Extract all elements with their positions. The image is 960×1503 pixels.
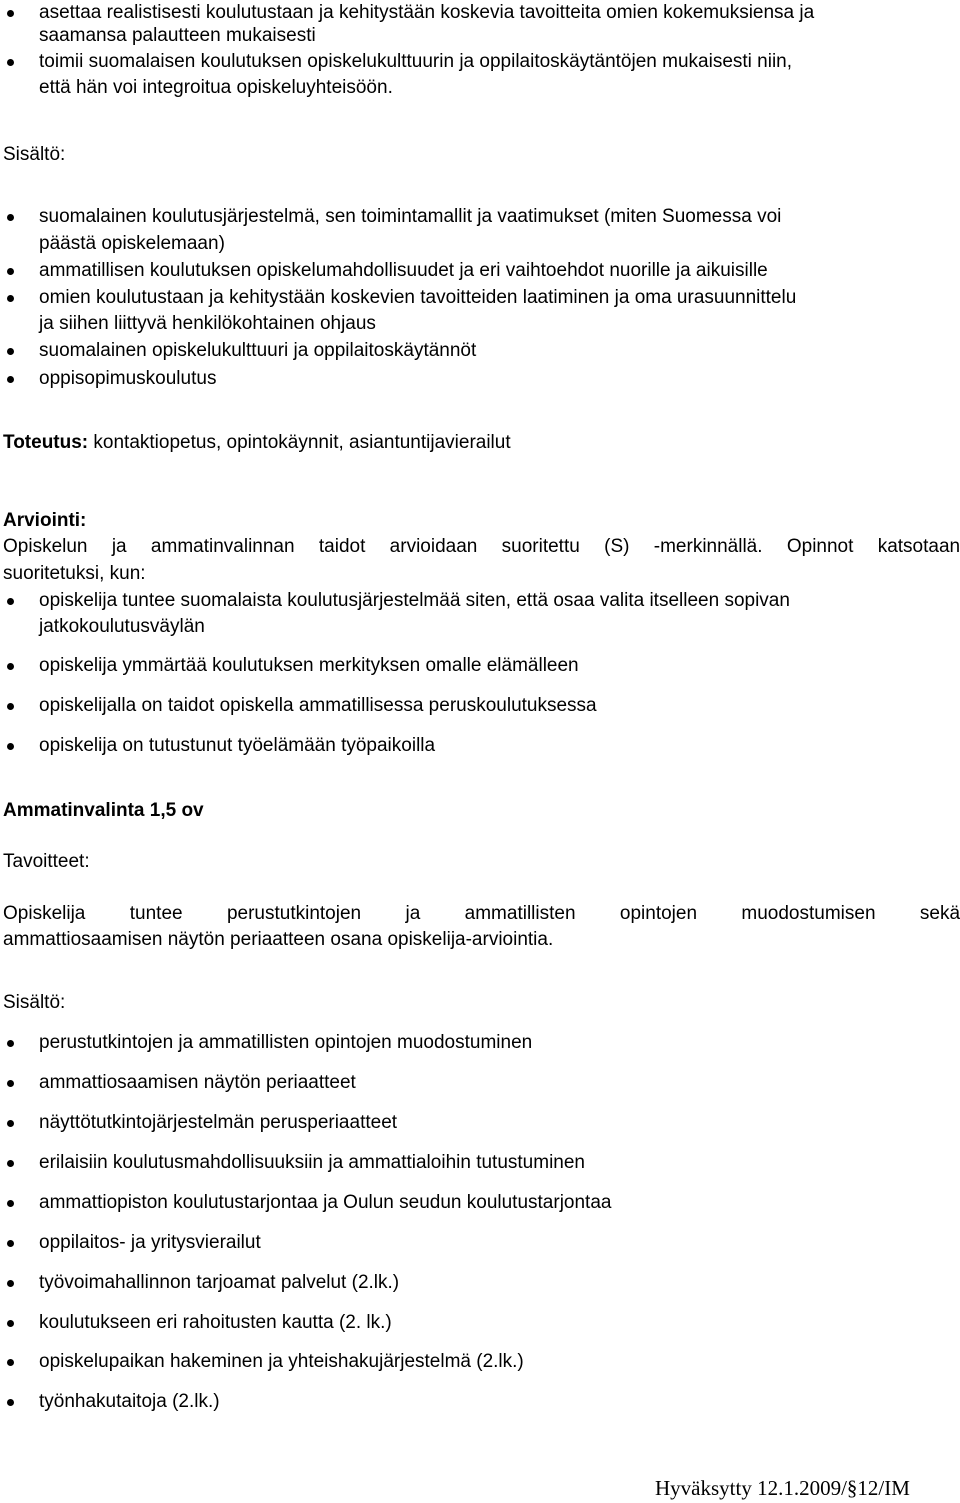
- approval-footer: Hyväksytty 12.1.2009/§12/IM: [655, 1476, 910, 1500]
- goals-text-continuation: ammattiosaamisen näytön periaatteen osana opiskelija-arviointia.: [3, 929, 554, 950]
- word: arvioidaan: [389, 536, 478, 557]
- content-heading: Sisältö:: [3, 992, 66, 1013]
- implementation-text: kontaktiopetus, opintokäynnit, asiantuntijavierailut: [88, 432, 511, 453]
- list-item: erilaisiin koulutusmahdollisuuksiin ja ammattialoihin tutustuminen: [39, 1152, 585, 1173]
- list-item-continuation: että hän voi integroitua opiskeluyhteisöön.: [39, 77, 393, 98]
- bullet-icon: [7, 348, 14, 355]
- bullet-icon: [7, 1080, 14, 1087]
- list-item: toimii suomalaisen koulutuksen opiskelukulttuurin ja oppilaitoskäytäntöjen mukaisesti niin,: [39, 51, 793, 72]
- bullet-icon: [7, 1240, 14, 1247]
- bullet-icon: [7, 703, 14, 710]
- criteria-item: opiskelijalla on taidot opiskella ammatillisessa peruskoulutuksessa: [39, 695, 597, 716]
- word: Opiskelun: [3, 536, 88, 557]
- list-item: koulutukseen eri rahoitusten kautta (2. lk.): [39, 1312, 392, 1333]
- assessment-text: [3, 534, 960, 560]
- word: muodostumisen: [741, 903, 876, 924]
- bullet-icon: [7, 1120, 14, 1127]
- list-item-continuation: saamansa palautteen mukaisesti: [39, 25, 316, 46]
- goals-text: [3, 901, 960, 927]
- word: ja: [405, 903, 421, 924]
- bullet-icon: [7, 598, 14, 605]
- implementation-line: [3, 430, 511, 456]
- content-heading: Sisältö:: [3, 144, 66, 165]
- bullet-icon: [7, 295, 14, 302]
- word: Opiskelija: [3, 903, 86, 924]
- bullet-icon: [7, 59, 14, 66]
- section-title: Ammatinvalinta 1,5 ov: [3, 800, 204, 821]
- list-item: työvoimahallinnon tarjoamat palvelut (2.lk.): [39, 1272, 400, 1293]
- word: opintojen: [619, 903, 698, 924]
- list-item: ammattiosaamisen näytön periaatteet: [39, 1072, 356, 1093]
- word: ja: [111, 536, 127, 557]
- list-item: oppisopimuskoulutus: [39, 368, 217, 389]
- bullet-icon: [7, 1200, 14, 1207]
- word: taidot: [318, 536, 366, 557]
- list-item-continuation: päästä opiskelemaan): [39, 233, 225, 254]
- word: -merkinnällä.: [653, 536, 763, 557]
- bullet-icon: [7, 1160, 14, 1167]
- list-item: suomalainen koulutusjärjestelmä, sen toimintamallit ja vaatimukset (miten Suomessa voi: [39, 206, 782, 227]
- list-item: työnhakutaitoja (2.lk.): [39, 1391, 220, 1412]
- bullet-icon: [7, 10, 14, 17]
- bullet-icon: [7, 1399, 14, 1406]
- list-item: ammatillisen koulutuksen opiskelumahdollisuudet ja eri vaihtoehdot nuorille ja aikuisille: [39, 260, 768, 281]
- assessment-text-continuation: suoritetuksi, kun:: [3, 563, 146, 584]
- list-item-continuation: ja siihen liittyvä henkilökohtainen ohjaus: [39, 313, 376, 334]
- criteria-item: opiskelija ymmärtää koulutuksen merkityksen omalle elämälleen: [39, 655, 579, 676]
- bullet-icon: [7, 268, 14, 275]
- list-item: suomalainen opiskelukulttuuri ja oppilaitoskäytännöt: [39, 340, 477, 361]
- assessment-heading: Arviointi:: [3, 510, 87, 531]
- word: perustutkintojen: [226, 903, 362, 924]
- bullet-icon: [7, 663, 14, 670]
- word: ammatinvalinnan: [150, 536, 295, 557]
- word: (S): [604, 536, 630, 557]
- goals-heading: Tavoitteet:: [3, 851, 90, 872]
- list-item: oppilaitos- ja yritysvierailut: [39, 1232, 261, 1253]
- bullet-icon: [7, 1280, 14, 1287]
- word: suoritettu: [501, 536, 580, 557]
- bullet-icon: [7, 376, 14, 383]
- word: sekä: [919, 903, 960, 924]
- criteria-item-continuation: jatkokoulutusväylän: [39, 616, 205, 637]
- word: Opinnot: [786, 536, 854, 557]
- list-item: opiskelupaikan hakeminen ja yhteishakujärjestelmä (2.lk.): [39, 1351, 524, 1372]
- word: tuntee: [129, 903, 183, 924]
- word: katsotaan: [877, 536, 960, 557]
- bullet-icon: [7, 214, 14, 221]
- criteria-item: opiskelija tuntee suomalaista koulutusjärjestelmää siten, että osaa valita itselleen sopivan: [39, 590, 790, 611]
- list-item: ammattiopiston koulutustarjontaa ja Oulun seudun koulutustarjontaa: [39, 1192, 612, 1213]
- list-item: asettaa realistisesti koulutustaan ja kehitystään koskevia tavoitteita omien kokemuksiensa ja: [39, 2, 815, 23]
- bullet-icon: [7, 1040, 14, 1047]
- bullet-icon: [7, 743, 14, 750]
- bullet-icon: [7, 1359, 14, 1366]
- word: ammatillisten: [464, 903, 576, 924]
- list-item: näyttötutkintojärjestelmän perusperiaatteet: [39, 1112, 398, 1133]
- criteria-item: opiskelija on tutustunut työelämään työpaikoilla: [39, 735, 436, 756]
- implementation-label: Toteutus:: [3, 432, 89, 453]
- bullet-icon: [7, 1320, 14, 1327]
- list-item: perustutkintojen ja ammatillisten opintojen muodostuminen: [39, 1032, 533, 1053]
- list-item: omien koulutustaan ja kehitystään koskevien tavoitteiden laatiminen ja oma urasuunnittelu: [39, 287, 797, 308]
